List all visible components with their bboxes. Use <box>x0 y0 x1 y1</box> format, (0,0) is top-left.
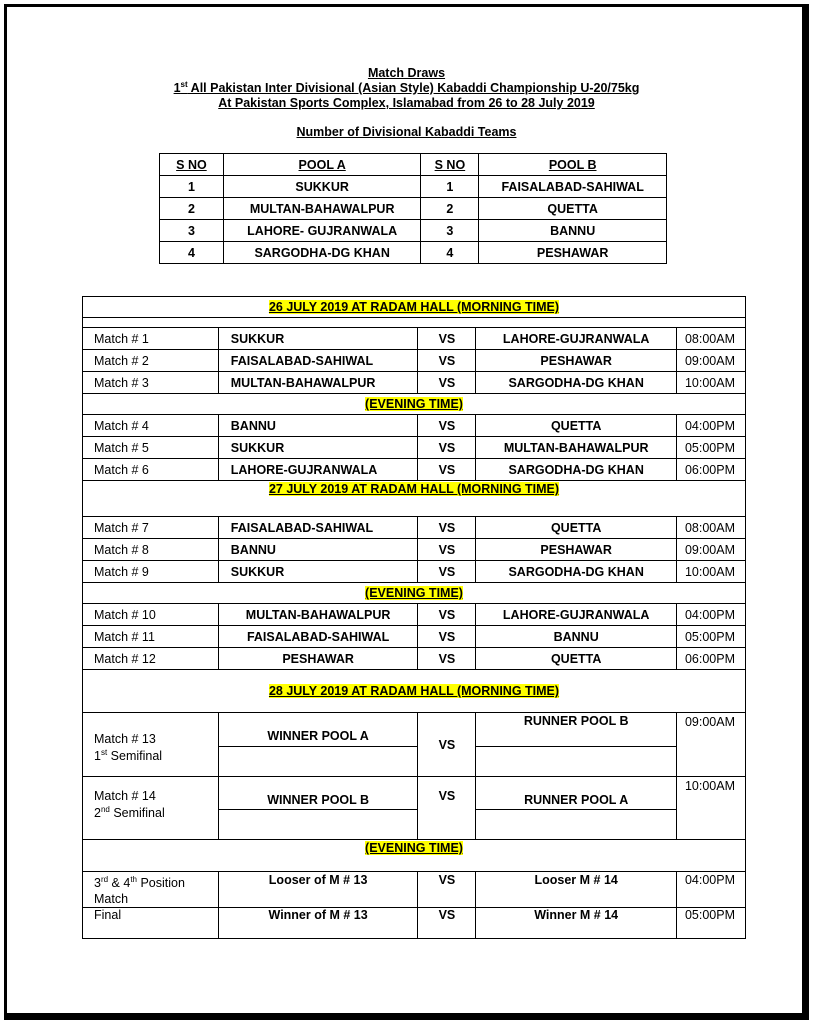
team-b: LAHORE-GUJRANWALA <box>476 604 677 626</box>
match-label: Match # 7 <box>83 517 219 539</box>
vs-label: VS <box>418 415 476 437</box>
team-b: Looser M # 14 <box>476 872 677 908</box>
empty-cell <box>476 810 677 840</box>
semifinal-row <box>83 777 746 810</box>
team-a: BANNU <box>218 539 418 561</box>
cell: QUETTA <box>479 198 667 220</box>
team-a: SUKKUR <box>218 437 418 459</box>
vs-label: VS <box>418 561 476 583</box>
day-header-row <box>83 297 746 318</box>
team-a: BANNU <box>218 415 418 437</box>
team-b: QUETTA <box>476 648 677 670</box>
session-header-row <box>83 394 746 415</box>
match-row <box>83 437 746 459</box>
day-header: 26 JULY 2019 AT RADAM HALL (MORNING TIME) <box>83 297 746 318</box>
vs-label: VS <box>418 713 476 777</box>
cell: 1 <box>160 176 224 198</box>
schedule-table <box>82 296 746 939</box>
match-row <box>83 604 746 626</box>
evening-header: (EVENING TIME) <box>83 583 746 604</box>
header-sno: S NO <box>160 154 224 176</box>
team-a: PESHAWAR <box>218 648 418 670</box>
table-row <box>160 176 667 198</box>
semifinal-row <box>83 713 746 747</box>
doc-title: Match Draws <box>367 66 446 80</box>
table-row <box>160 220 667 242</box>
match-time: 04:00PM <box>677 604 746 626</box>
cell: SARGODHA-DG KHAN <box>223 242 421 264</box>
match-row <box>83 561 746 583</box>
team-b: MULTAN-BAHAWALPUR <box>476 437 677 459</box>
empty-cell <box>476 747 677 777</box>
team-a: MULTAN-BAHAWALPUR <box>218 604 418 626</box>
team-b: QUETTA <box>476 517 677 539</box>
vs-label: VS <box>418 459 476 481</box>
match-label: 3rd & 4th Position Match <box>83 872 219 908</box>
match-label: Match # 4 <box>83 415 219 437</box>
cell: LAHORE- GUJRANWALA <box>223 220 421 242</box>
match-label: Match # 6 <box>83 459 219 481</box>
match-label: Match # 10 <box>83 604 219 626</box>
team-b: QUETTA <box>476 415 677 437</box>
team-a: WINNER POOL B <box>218 777 418 810</box>
evening-header: (EVENING TIME) <box>83 840 746 872</box>
match-label: Match # 8 <box>83 539 219 561</box>
cell: SUKKUR <box>223 176 421 198</box>
match-row <box>83 372 746 394</box>
match-time: 05:00PM <box>677 908 746 939</box>
match-row <box>83 908 746 939</box>
cell: FAISALABAD-SAHIWAL <box>479 176 667 198</box>
evening-header: (EVENING TIME) <box>83 394 746 415</box>
empty-cell <box>218 747 418 777</box>
match-label: Match # 14 2nd Semifinal <box>83 777 219 840</box>
match-time: 05:00PM <box>677 437 746 459</box>
team-a: Looser of M # 13 <box>218 872 418 908</box>
team-b: PESHAWAR <box>476 350 677 372</box>
session-header-row <box>83 840 746 872</box>
day-header: 27 JULY 2019 AT RADAM HALL (MORNING TIME) <box>83 481 746 517</box>
team-a: LAHORE-GUJRANWALA <box>218 459 418 481</box>
empty-cell <box>218 810 418 840</box>
cell: 4 <box>421 242 479 264</box>
team-b: PESHAWAR <box>476 539 677 561</box>
team-b: RUNNER POOL A <box>476 777 677 810</box>
vs-label: VS <box>418 908 476 939</box>
match-time: 09:00AM <box>677 539 746 561</box>
cell: 3 <box>421 220 479 242</box>
team-b: SARGODHA-DG KHAN <box>476 459 677 481</box>
vs-label: VS <box>418 626 476 648</box>
header-pool-b: POOL B <box>479 154 667 176</box>
cell: MULTAN-BAHAWALPUR <box>223 198 421 220</box>
vs-label: VS <box>418 648 476 670</box>
team-b: Winner M # 14 <box>476 908 677 939</box>
match-label: Match # 1 <box>83 328 219 350</box>
match-row <box>83 626 746 648</box>
spacer <box>83 318 746 328</box>
cell: BANNU <box>479 220 667 242</box>
vs-label: VS <box>418 372 476 394</box>
match-time: 09:00AM <box>677 713 746 777</box>
team-b: SARGODHA-DG KHAN <box>476 561 677 583</box>
team-a: SUKKUR <box>218 328 418 350</box>
cell: 1 <box>421 176 479 198</box>
vs-label: VS <box>418 437 476 459</box>
cell: 4 <box>160 242 224 264</box>
table-row <box>160 242 667 264</box>
match-time: 10:00AM <box>677 561 746 583</box>
vs-label: VS <box>418 777 476 840</box>
pool-table <box>159 153 667 264</box>
header-sno: S NO <box>421 154 479 176</box>
team-a: WINNER POOL A <box>218 713 418 747</box>
day-header-row <box>83 481 746 517</box>
teams-heading: Number of Divisional Kabaddi Teams <box>296 125 517 139</box>
match-row <box>83 350 746 372</box>
spacer-row <box>83 318 746 328</box>
session-header-row <box>83 583 746 604</box>
match-row <box>83 415 746 437</box>
match-row <box>83 517 746 539</box>
match-time: 10:00AM <box>677 372 746 394</box>
day-header: 28 JULY 2019 AT RADAM HALL (MORNING TIME) <box>83 670 746 713</box>
day-header-row <box>83 670 746 713</box>
team-b: BANNU <box>476 626 677 648</box>
match-row <box>83 648 746 670</box>
vs-label: VS <box>418 539 476 561</box>
match-row <box>83 328 746 350</box>
match-time: 08:00AM <box>677 328 746 350</box>
match-label: Match # 3 <box>83 372 219 394</box>
match-time: 05:00PM <box>677 626 746 648</box>
team-a: FAISALABAD-SAHIWAL <box>218 350 418 372</box>
match-time: 06:00PM <box>677 648 746 670</box>
team-a: MULTAN-BAHAWALPUR <box>218 372 418 394</box>
match-label: Final <box>83 908 219 939</box>
match-time: 04:00PM <box>677 872 746 908</box>
vs-label: VS <box>418 604 476 626</box>
match-label: Match # 13 1st Semifinal <box>83 713 219 777</box>
doc-subtitle-line-2: At Pakistan Sports Complex, Islamabad from 26 to 28 July 2019 <box>218 96 595 110</box>
vs-label: VS <box>418 350 476 372</box>
match-label: Match # 9 <box>83 561 219 583</box>
header-pool-a: POOL A <box>223 154 421 176</box>
team-a: Winner of M # 13 <box>218 908 418 939</box>
match-row <box>83 872 746 908</box>
match-label: Match # 12 <box>83 648 219 670</box>
vs-label: VS <box>418 517 476 539</box>
match-time: 08:00AM <box>677 517 746 539</box>
table-row <box>160 198 667 220</box>
match-row <box>83 459 746 481</box>
cell: 2 <box>421 198 479 220</box>
match-row <box>83 539 746 561</box>
match-time: 09:00AM <box>677 350 746 372</box>
cell: 2 <box>160 198 224 220</box>
match-label: Match # 11 <box>83 626 219 648</box>
match-time: 10:00AM <box>677 777 746 840</box>
team-b: LAHORE-GUJRANWALA <box>476 328 677 350</box>
cell: 3 <box>160 220 224 242</box>
match-label: Match # 2 <box>83 350 219 372</box>
doc-subtitle-line-1: 1st All Pakistan Inter Divisional (Asian Style) Kabaddi Championship U-20/75kg <box>173 80 640 96</box>
team-b: SARGODHA-DG KHAN <box>476 372 677 394</box>
vs-label: VS <box>418 328 476 350</box>
vs-label: VS <box>418 872 476 908</box>
pool-table-header <box>160 154 667 176</box>
team-a: SUKKUR <box>218 561 418 583</box>
team-a: FAISALABAD-SAHIWAL <box>218 626 418 648</box>
team-b: RUNNER POOL B <box>476 713 677 747</box>
match-label: Match # 5 <box>83 437 219 459</box>
match-time: 06:00PM <box>677 459 746 481</box>
team-a: FAISALABAD-SAHIWAL <box>218 517 418 539</box>
match-time: 04:00PM <box>677 415 746 437</box>
cell: PESHAWAR <box>479 242 667 264</box>
